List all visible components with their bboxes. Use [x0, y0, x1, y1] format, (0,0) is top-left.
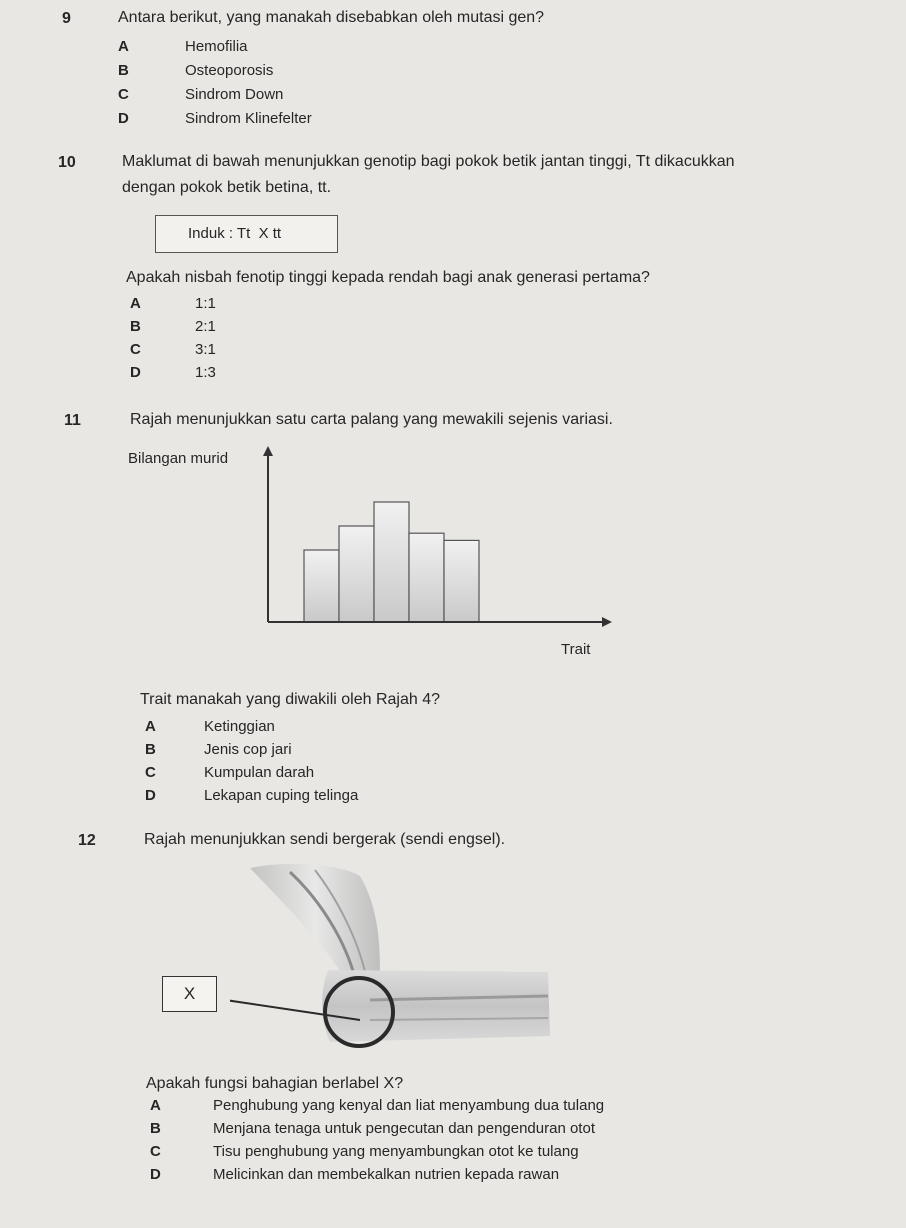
- q10-option-c-letter: C: [130, 341, 141, 358]
- q9-option-c-letter: C: [118, 86, 129, 103]
- q10-option-b-letter: B: [130, 318, 141, 335]
- hinge-joint-illustration: [230, 860, 560, 1060]
- q10-option-a-letter: A: [130, 295, 141, 312]
- question-10-text-line2: dengan pokok betik betina, tt.: [122, 179, 332, 196]
- x-axis-arrow: [602, 617, 612, 627]
- bar-3: [374, 502, 409, 622]
- question-11-question: Trait manakah yang diwakili oleh Rajah 4?: [140, 691, 441, 708]
- chart-x-label: Trait: [561, 641, 591, 658]
- q11-option-a-letter: A: [145, 718, 156, 735]
- q9-option-a-letter: A: [118, 38, 129, 55]
- q12-option-b-letter: B: [150, 1120, 161, 1137]
- chart-y-label: Bilangan murid: [128, 450, 229, 467]
- q11-option-c-letter: C: [145, 764, 156, 781]
- q11-option-d-text: Lekapan cuping telinga: [204, 787, 359, 804]
- question-10-number: 10: [58, 154, 76, 171]
- forearm-shape: [322, 970, 550, 1042]
- question-11-text: Rajah menunjukkan satu carta palang yang mewakili sejenis variasi.: [130, 411, 613, 428]
- q12-option-d-letter: D: [150, 1166, 161, 1183]
- q9-option-c-text: Sindrom Down: [185, 86, 284, 103]
- upper-arm-shape: [250, 864, 380, 988]
- question-10-text-line1: Maklumat di bawah menunjukkan genotip bagi pokok betik jantan tinggi, Tt dikacukkan: [122, 153, 735, 170]
- bars-group: [304, 502, 479, 622]
- bar-2: [339, 526, 374, 622]
- question-12-number: 12: [78, 832, 96, 849]
- q9-option-b-text: Osteoporosis: [185, 62, 274, 79]
- question-12-text: Rajah menunjukkan sendi bergerak (sendi engsel).: [144, 831, 506, 848]
- q9-option-b-letter: B: [118, 62, 129, 79]
- q11-option-d-letter: D: [145, 787, 156, 804]
- q10-option-c-text: 3:1: [195, 341, 216, 358]
- bar-1: [304, 550, 339, 622]
- q9-option-d-text: Sindrom Klinefelter: [185, 110, 312, 127]
- question-12-question: Apakah fungsi bahagian berlabel X?: [146, 1075, 404, 1092]
- q11-option-b-text: Jenis cop jari: [204, 741, 292, 758]
- parent-genotype-box: [155, 215, 338, 253]
- q10-option-d-text: 1:3: [195, 364, 216, 381]
- q12-option-a-text: Penghubung yang kenyal dan liat menyambung dua tulang: [213, 1097, 605, 1114]
- question-11-number: 11: [64, 412, 81, 429]
- label-x-box: X: [162, 976, 217, 1012]
- question-10-question: Apakah nisbah fenotip tinggi kepada rendah bagi anak generasi pertama?: [126, 269, 650, 286]
- q9-option-d-letter: D: [118, 110, 129, 127]
- q12-option-a-letter: A: [150, 1097, 161, 1114]
- bar-4: [409, 533, 444, 622]
- parent-genotype-text: Induk : Tt X tt: [188, 225, 282, 242]
- question-9-number: 9: [62, 10, 71, 27]
- q11-option-a-text: Ketinggian: [204, 718, 275, 735]
- q9-option-a-text: Hemofilia: [185, 38, 248, 55]
- q10-option-a-text: 1:1: [195, 295, 216, 312]
- y-axis-arrow: [263, 446, 273, 456]
- q12-option-d-text: Melicinkan dan membekalkan nutrien kepada rawan: [213, 1166, 560, 1183]
- q10-option-d-letter: D: [130, 364, 141, 381]
- question-9-text: Antara berikut, yang manakah disebabkan oleh mutasi gen?: [118, 9, 545, 26]
- bar-5: [444, 540, 479, 622]
- bar-chart: [240, 440, 620, 640]
- q12-option-b-text: Menjana tenaga untuk pengecutan dan pengenduran otot: [213, 1120, 595, 1137]
- q12-option-c-text: Tisu penghubung yang menyambungkan otot ke tulang: [213, 1143, 579, 1160]
- q10-option-b-text: 2:1: [195, 318, 216, 335]
- q11-option-b-letter: B: [145, 741, 156, 758]
- q11-option-c-text: Kumpulan darah: [204, 764, 315, 781]
- q12-option-c-letter: C: [150, 1143, 161, 1160]
